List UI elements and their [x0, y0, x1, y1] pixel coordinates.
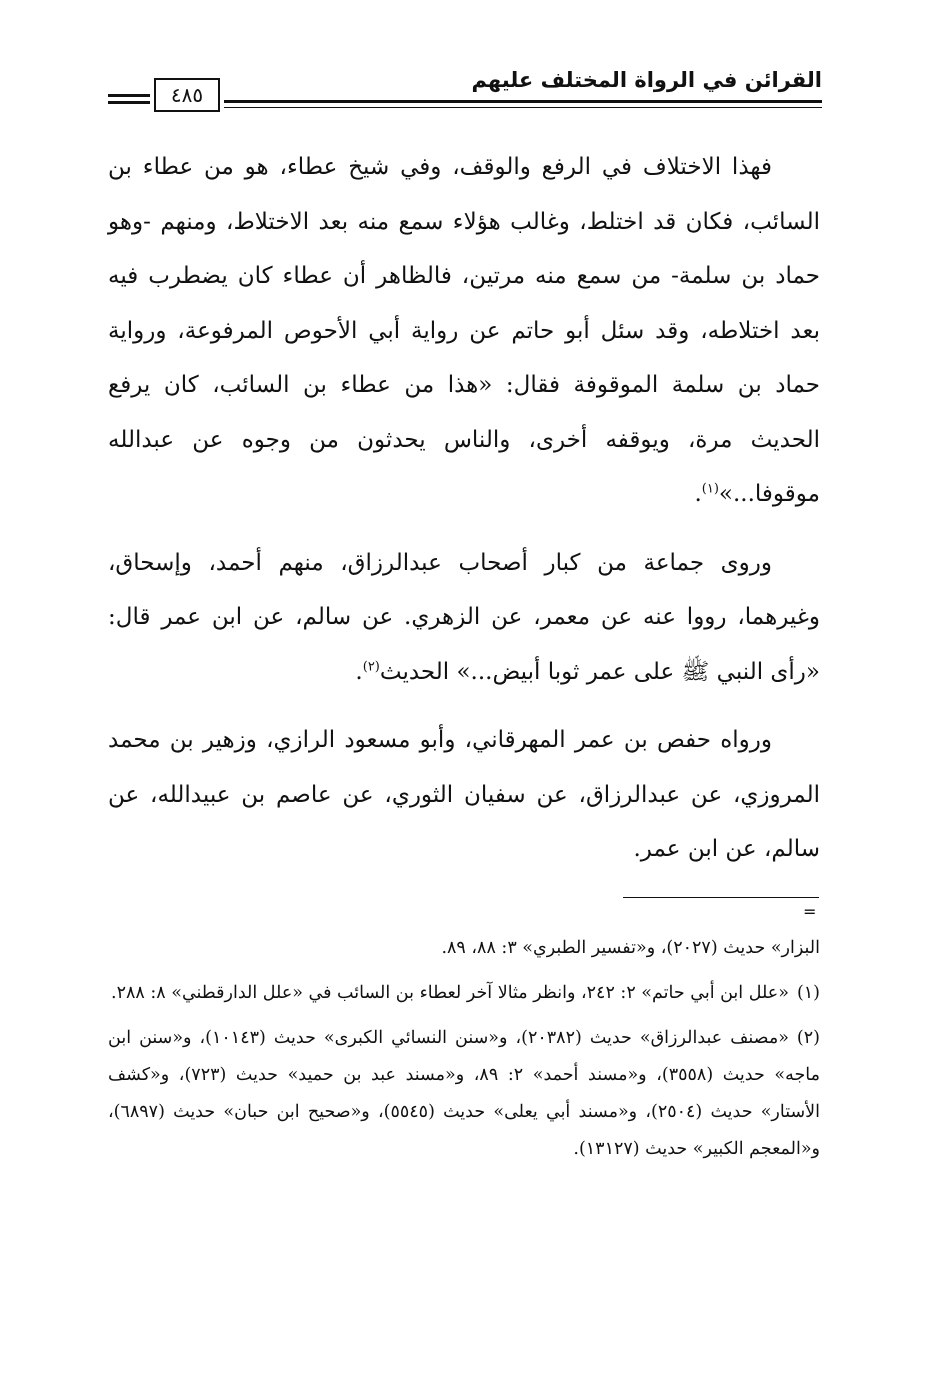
paragraph-2-end: .	[355, 658, 363, 685]
paragraph-3	[108, 713, 820, 877]
header-rule-right-thick	[224, 100, 822, 103]
footnote-1	[108, 975, 820, 1012]
paragraph-1-end: .	[694, 481, 702, 507]
paragraph-1	[108, 140, 820, 522]
header-rule-right-thin	[224, 107, 822, 108]
footnote-2	[108, 1020, 820, 1168]
footnote-ref-2: (٢)	[362, 658, 380, 674]
header-rule-left-bottom	[108, 101, 150, 104]
footnote-continuation: البزار» حديث (٢٠٢٧)، و«تفسير الطبري» ٣: ٨٨، ٨٩.	[441, 938, 820, 958]
footnote-ref-1: (١)	[701, 481, 719, 497]
page-header	[108, 60, 822, 120]
footnote-2-text: «مصنف عبدالرزاق» حديث (٢٠٣٨٢)، و«سنن النسائي الكبرى» حديث (١٠١٤٣)، و«سنن ابن ماجه» حديث (٣٥٥٨)، و«مسند أحمد» ٢: ٨٩، و«مسند عبد بن حميد» حديث (٧٢٣)، و«كشف الأستار» حديث (٢٥٠٤)، و«مسند أبي يعلى» حديث (٥٥٤٥)، و«صحيح ابن حبان» حديث (٦٨٩٧)، و«المعجم الكبير» حديث (١٣١٢٧).	[108, 1028, 821, 1159]
footnote-2-number: (٢)	[796, 1028, 820, 1048]
paragraph-3-text: ورواه حفص بن عمر المهرقاني، وأبو مسعود الرازي، وزهير بن محمد المروزي، عن عبدالرزاق، عن سفيان الثوري، عن عاصم بن عبيدالله، عن سالم، عن ابن عمر.	[108, 727, 820, 862]
footnote-separator	[623, 897, 819, 898]
footnote-1-number: (١)	[796, 983, 820, 1003]
paragraph-2	[108, 536, 820, 700]
footnote-1-text: «علل ابن أبي حاتم» ٢: ٢٤٢، وانظر مثالا آخر لعطاء بن السائب في «علل الدارقطني» ٨: ٢٨٨.	[111, 983, 789, 1003]
header-rule-left-top	[108, 94, 150, 97]
footnote-continuation-mark: =	[803, 902, 817, 921]
running-title: القرائن في الرواة المختلف عليهم	[471, 68, 822, 92]
page-number: ٤٨٥	[154, 78, 220, 112]
paragraph-2-text: وروى جماعة من كبار أصحاب عبدالرزاق، منهم أحمد، وإسحاق، وغيرهما، رووا عنه عن معمر، عن الزهري. عن سالم، عن ابن عمر قال: «رأى النبي ﷺ على عمر ثوبا أبيض...» الحديث	[108, 549, 820, 685]
main-text	[108, 140, 820, 891]
footnotes	[108, 930, 820, 1176]
paragraph-1-text: فهذا الاختلاف في الرفع والوقف، وفي شيخ عطاء، هو من عطاء بن السائب، فكان قد اختلط، وغالب هؤلاء سمع منه بعد الاختلاط، ومنهم -وهو حماد بن سلمة- من سمع منه مرتين، فالظاهر أن عطاء كان يضطرب فيه بعد اختلاطه، وقد سئل أبو حاتم عن رواية أبي الأحوص المرفوعة، ورواية حماد بن سلمة الموقوفة فقال: «هذا من عطاء بن السائب، كان يرفع الحديث مرة، ويوقفه أخرى، والناس يحدثون من وجوه عن عبدالله موقوفا...»	[108, 154, 820, 507]
